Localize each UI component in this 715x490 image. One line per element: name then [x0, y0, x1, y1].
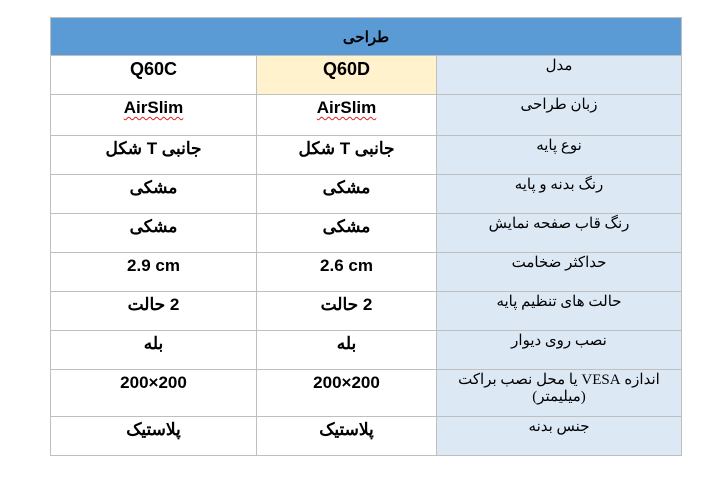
model-label-header: مدل	[437, 56, 682, 95]
spec-table	[50, 17, 682, 456]
title-row	[51, 18, 682, 56]
header-row	[51, 56, 682, 95]
cell-q60c: 2.9 cm	[51, 253, 257, 292]
table-row	[51, 292, 682, 331]
row-label: جنس بدنه	[437, 417, 682, 456]
row-label: نوع پایه	[437, 136, 682, 175]
cell-q60c: 200×200	[51, 370, 257, 417]
cell-q60d: جانبی T شکل	[257, 136, 437, 175]
cell-q60c: AirSlim	[123, 98, 184, 117]
table-title: طراحی	[51, 18, 682, 56]
row-label: زبان طراحی	[437, 95, 682, 136]
table-row	[51, 214, 682, 253]
table-row	[51, 417, 682, 456]
table-row	[51, 175, 682, 214]
table-row	[51, 95, 682, 136]
table-row	[51, 136, 682, 175]
cell-q60d: مشکی	[257, 214, 437, 253]
row-label: رنگ بدنه و پایه	[437, 175, 682, 214]
row-label: اندازه VESA یا محل نصب براکت (میلیمتر)	[437, 370, 682, 417]
table-row	[51, 331, 682, 370]
row-label: حداکثر ضخامت	[437, 253, 682, 292]
cell-q60d: 200×200	[257, 370, 437, 417]
cell-q60d: بله	[257, 331, 437, 370]
table-row	[51, 370, 682, 417]
cell-q60d: 2.6 cm	[257, 253, 437, 292]
cell-q60d: پلاستیک	[257, 417, 437, 456]
cell-q60d: مشکی	[257, 175, 437, 214]
table-row	[51, 253, 682, 292]
cell-q60c: بله	[51, 331, 257, 370]
model-q60d-header: Q60D	[257, 56, 437, 95]
cell-q60d: AirSlim	[316, 98, 377, 117]
row-label: رنگ قاب صفحه نمایش	[437, 214, 682, 253]
cell-q60c: 2 حالت	[51, 292, 257, 331]
cell-q60c: پلاستیک	[51, 417, 257, 456]
cell-q60c: جانبی T شکل	[51, 136, 257, 175]
cell-q60d: 2 حالت	[257, 292, 437, 331]
row-label: حالت های تنظیم پایه	[437, 292, 682, 331]
cell-q60c: مشکی	[51, 175, 257, 214]
row-label: نصب روی دیوار	[437, 331, 682, 370]
cell-q60c: مشکی	[51, 214, 257, 253]
model-q60c-header: Q60C	[51, 56, 257, 95]
